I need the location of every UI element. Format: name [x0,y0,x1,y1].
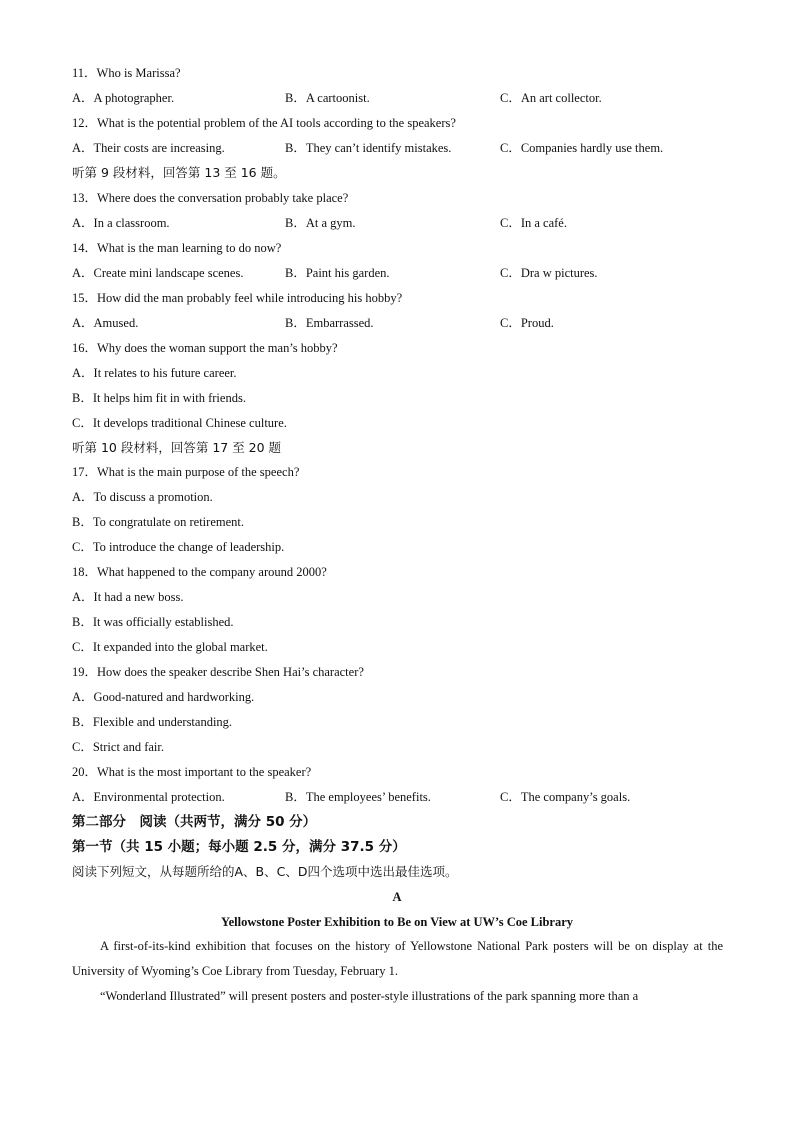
section-1-heading: 第一节（共 15 小题；每小题 2.5 分，满分 37.5 分） [72,839,406,855]
q16-stem: 16．Why does the woman support the man’s hobby? [72,341,338,355]
q13-option-c: C．In a café. [500,216,567,230]
q14-option-a: A．Create mini landscape scenes. [72,266,244,280]
q11-option-a: A．A photographer. [72,91,175,105]
q13-option-a: A．In a classroom. [72,216,170,230]
passage-paragraph-1 [72,934,723,984]
q19-option-c: C．Strict and fair. [72,740,164,754]
q15-option-b: B．Embarrassed. [285,316,374,330]
q11-option-b: B．A cartoonist. [285,91,370,105]
q16-option-c: C．It develops traditional Chinese culture. [72,416,287,430]
passage-letter: A [392,890,402,904]
q19-option-b: B．Flexible and understanding. [72,715,233,729]
q11-stem: 11．Who is Marissa? [72,66,181,80]
q12-option-a: A．Their costs are increasing. [72,141,225,155]
q17-stem: 17．What is the main purpose of the speech? [72,465,300,479]
q12-option-c: C．Companies hardly use them. [500,141,664,155]
passage-paragraph-2 [72,984,723,1009]
passage-paragraph-1-text: A first-of-its-kind exhibition that focuses on the history of Yellowstone National Park posters will be on display at the University of Wyoming’s Coe Library from Tuesday, February 1. [72,939,723,978]
q17-option-c: C．To introduce the change of leadership. [72,540,285,554]
q20-option-b: B．The employees’ benefits. [285,790,431,804]
q20-stem: 20．What is the most important to the speaker? [72,765,312,779]
q16-option-b: B．It helps him fit in with friends. [72,391,246,405]
section-9-instruction: 听第 9 段材料，回答第 13 至 16 题。 [72,165,286,180]
q12-stem: 12．What is the potential problem of the AI tools according to the speakers? [72,116,456,130]
q20-option-a: A．Environmental protection. [72,790,225,804]
q18-option-a: A．It had a new boss. [72,590,184,604]
q20-option-c: C．The company’s goals. [500,790,631,804]
passage-paragraph-2-text: “Wonderland Illustrated” will present posters and poster-style illustrations of the park spanning more than a [100,989,639,1003]
q13-option-b: B．At a gym. [285,216,356,230]
q15-stem: 15．How did the man probably feel while introducing his hobby? [72,291,403,305]
q13-stem: 13．Where does the conversation probably take place? [72,191,349,205]
q14-stem: 14．What is the man learning to do now? [72,241,282,255]
q19-option-a: A．Good-natured and hardworking. [72,690,255,704]
q17-option-b: B．To congratulate on retirement. [72,515,244,529]
q15-option-c: C．Proud. [500,316,554,330]
q14-option-b: B．Paint his garden. [285,266,390,280]
q18-stem: 18．What happened to the company around 2000? [72,565,327,579]
q16-option-a: A．It relates to his future career. [72,366,237,380]
q17-option-a: A．To discuss a promotion. [72,490,213,504]
q15-option-a: A．Amused. [72,316,139,330]
part-2-heading: 第二部分 阅读（共两节，满分 50 分） [72,814,317,830]
q19-stem: 19．How does the speaker describe Shen Hai’s character? [72,665,364,679]
passage-title: Yellowstone Poster Exhibition to Be on View at UW’s Coe Library [220,915,574,929]
reading-instruction: 阅读下列短文，从每题所给的A、B、C、D四个选项中选出最佳选项。 [72,864,458,879]
q14-option-c: C．Dra w pictures. [500,266,598,280]
q18-option-c: C．It expanded into the global market. [72,640,268,654]
section-10-instruction: 听第 10 段材料，回答第 17 至 20 题 [72,440,282,455]
q12-option-b: B．They can’t identify mistakes. [285,141,452,155]
q11-option-c: C．An art collector. [500,91,602,105]
q18-option-b: B．It was officially established. [72,615,234,629]
